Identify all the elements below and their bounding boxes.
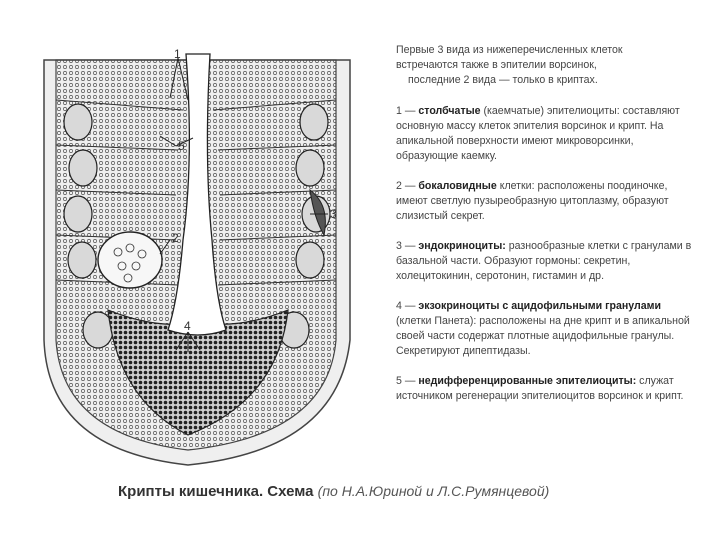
marker-2: 2 xyxy=(172,231,179,245)
intro-paragraph xyxy=(396,43,696,88)
crypt-drawing xyxy=(38,40,358,470)
item-3-term: эндокриноциты: xyxy=(418,240,506,252)
item-3-number: 3 — xyxy=(396,240,416,252)
marker-5: 5 xyxy=(178,139,185,153)
item-1-term: столбчатые xyxy=(418,105,481,117)
item-1-text: (каемчатые) эпителиоциты: составляют основную массу клеток эпителия ворсинок и крипт. На апикальной поверхности имеют микроворсинки, образующие каемку. xyxy=(396,105,680,162)
item-4 xyxy=(396,299,696,359)
item-2-text: клетки: расположены поодиночке, имеют светлую пузыреобразную цитоплазму, образуют слизистый секрет. xyxy=(396,180,669,222)
crypt-illustration xyxy=(38,40,358,470)
item-2-term: бокаловидные xyxy=(418,180,497,192)
item-5-number: 5 — xyxy=(396,375,416,387)
item-2 xyxy=(396,179,696,224)
item-1 xyxy=(396,104,696,164)
marker-3: 3 xyxy=(330,207,337,221)
item-4-text: (клетки Панета): расположены на дне крипт и в апикальной своей части содержат плотные ацидофильные гранулы. Секретируют дипептидазы. xyxy=(396,315,690,357)
legend-text xyxy=(396,43,696,419)
marker-1: 1 xyxy=(174,47,181,61)
intro-line-2: встречаются также в эпителии ворсинок, xyxy=(396,59,597,71)
intro-line-1: Первые 3 вида из нижеперечисленных клеток xyxy=(396,44,623,56)
caption-title: Крипты кишечника. Схема xyxy=(118,483,314,500)
item-4-number: 4 — xyxy=(396,300,416,312)
item-5-text: служат источником регенерации эпителиоцитов ворсинок и крипт. xyxy=(396,375,684,402)
item-5-term: недифференцированные эпителиоциты: xyxy=(418,375,637,387)
item-1-number: 1 — xyxy=(396,105,416,117)
item-3-text: разнообразные клетки с гранулами в базальной части. Образуют гормоны: секретин, холецитокинин, серотонин, гистамин и др. xyxy=(396,240,692,282)
item-2-number: 2 — xyxy=(396,180,416,192)
caption-credit: (по Н.А.Юриной и Л.С.Румянцевой) xyxy=(317,483,550,499)
marker-4: 4 xyxy=(184,319,191,333)
item-4-term: экзокриноциты с ацидофильными гранулами xyxy=(418,300,661,312)
intro-line-3: последние 2 вида — только в криптах. xyxy=(408,74,598,86)
item-5 xyxy=(396,374,696,404)
item-3 xyxy=(396,239,696,284)
figure-caption xyxy=(118,483,549,500)
